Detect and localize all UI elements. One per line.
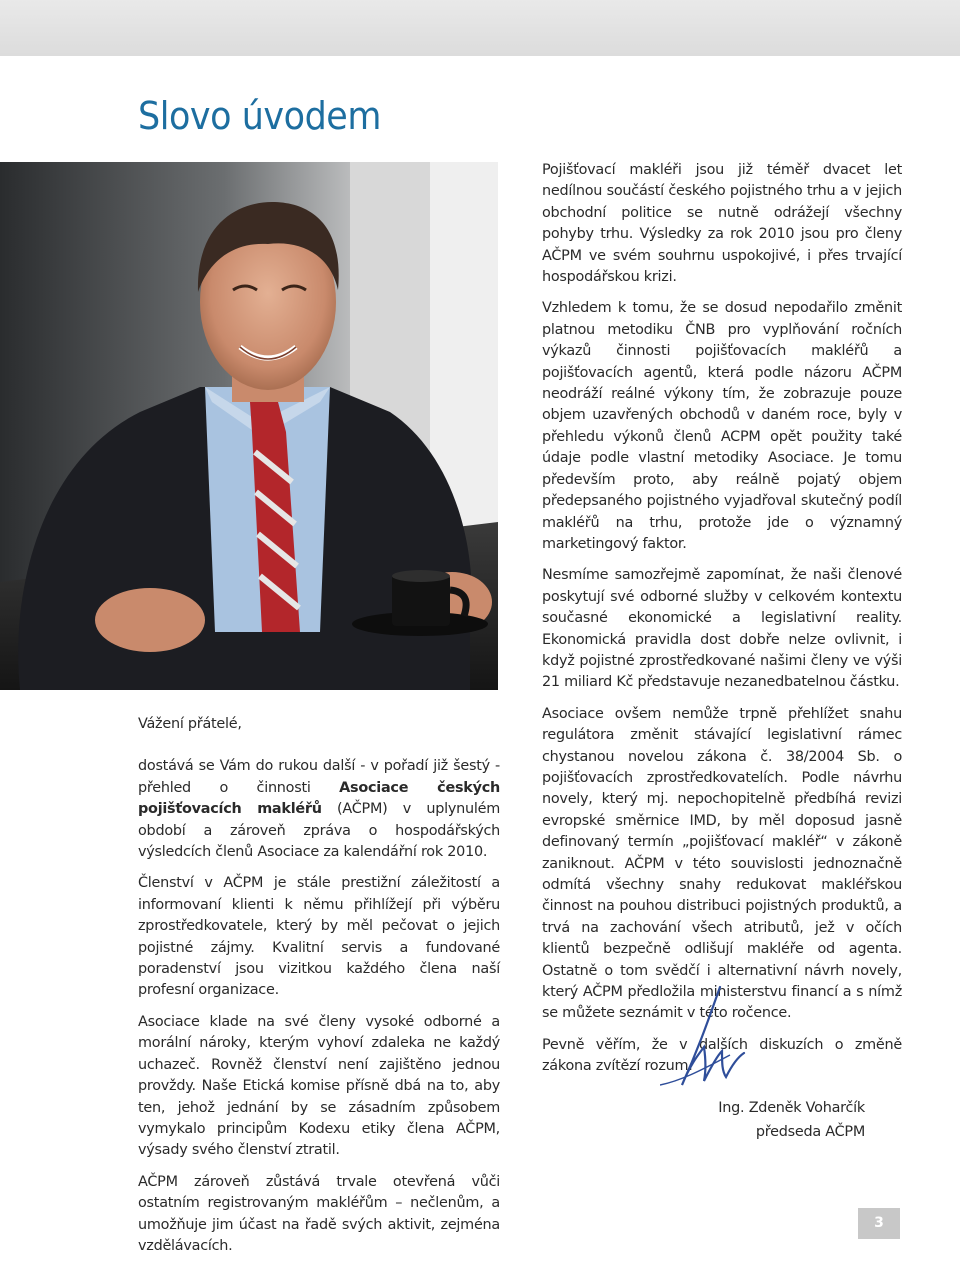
greeting: Vážení přátelé, (138, 716, 242, 732)
signatory-role: předseda AČPM (755, 1124, 865, 1140)
page-title: Slovo úvodem (138, 94, 381, 138)
openness-paragraph: AČPM zároveň zůstává trvale otevřená vůči ostatním registrovaným makléřům – nečlenům, a umožňuje jim účast na řadě svých aktivit, zejména vzdělávacích. (138, 1173, 500, 1254)
intro-text-a: dostává se Vám do rukou další - v pořadí již šestý - přehled o činnosti (138, 758, 500, 796)
signatory-block (660, 1096, 865, 1144)
methodology-paragraph: Vzhledem k tomu, že se dosud nepodařilo změnit platnou metodiku ČNB pro vyplňování ročních výkazů činnosti pojišťovacích makléřů a pojišťovacích agentů, která podle názoru AČPM neodráží reálné výkony tím, že zobrazuje pouze objem uzavřených obchodů v daném roce, byly v přehledu výkonů členů ACPM opět použity také údaje podle vlastní metodiky Asociace. Je tomu především proto, aby reálně pojatý objem předepsaného pojistného vyjadřoval skutečný podíl makléřů na trhu, protože jde o významný marketingový faktor. (542, 300, 902, 552)
intro-paragraph (138, 756, 500, 863)
intro-text-b: (AČPM) v uplynulém období a zároveň zpráva o hospodářských výsledcích členů Asociace za kalendářní rok 2010. (138, 801, 500, 861)
handwritten-signature (660, 985, 800, 1095)
portrait-photo (0, 162, 498, 690)
context-paragraph: Nesmíme samozřejmě zapomínat, že naši členové poskytují své odborné služby v celkovém kontextu současné ekonomické a legislativní reality. Ekonomická pravidla dost dobře nelze ovlivnit, i když pojistné zprostředkované našimi členy ve výši 21 miliard Kč představuje nezanedbatelnou částku. (542, 567, 902, 691)
top-band (0, 0, 960, 56)
brokers-paragraph: Pojišťovací makléři jsou již téměř dvacet let nedílnou součástí českého pojistného trhu a v jejich obchodní politice se nutně odrážejí všechny pohyby trhu. Výsledky za rok 2010 jsou pro členy AČPM ve svém souhrnu uspokojivé, i přes trvající hospodářskou krizi. (542, 162, 902, 286)
closing-paragraph: Pevně věřím, že v dalších diskuzích o změně zákona zvítězí rozum. (542, 1036, 902, 1075)
left-column (138, 714, 500, 1267)
right-column (542, 160, 902, 1088)
association-name: Asociace českých pojišťovacích makléřů (138, 779, 500, 818)
page-number: 3 (858, 1208, 900, 1239)
legislation-paragraph: Asociace ovšem nemůže trpně přehlížet snahu regulátora změnit stávající legislativní rámec chystanou novelou zákona č. 38/2004 Sb. o pojišťovacích zprostředkovatelích. Podle návrhu novely, který mj. nepochopitelně předbíhá revizi evropské směrnice IMD, by měl doposud jasně definovaný termín „pojišťovací makléř“ v zákoně zaniknout. AČPM v této souvislosti jednoznačně odmítá všechny snahy redukovat makléřskou činnost na pouhou distribuci pojistných produktů, a trvá na zachování všech atributů, jež v očích klientů bezpečně odlišují makléře od agenta. Ostatně o tom svědčí i alternativní návrh novely, který AČPM předložila ministerstvu financí a s nímž se můžete seznámit v této ročence. (542, 705, 902, 1022)
membership-paragraph: Členství v AČPM je stále prestižní záležitostí a informovaní klienti k němu přihlížejí při výběru zprostředkovatele, který by měl pečovat o jejich pojistné zájmy. Kvalitní servis a fundované poradenství jsou vizitkou každého člena naší profesní organizace. (138, 875, 500, 999)
ethics-paragraph: Asociace klade na své členy vysoké odborné a morální nároky, kterým vyhoví zdaleka ne každý uchazeč. Rovněž členství není zajištěno jednou provždy. Naše Etická komise přísně dbá na to, aby ten, jehož jednání by se zásadním způsobem vymykalo principům Kodexu etiky člena AČPM, výsady svého členství ztratil. (138, 1013, 500, 1159)
signatory-name: Ing. Zdeněk Voharčík (718, 1100, 865, 1116)
